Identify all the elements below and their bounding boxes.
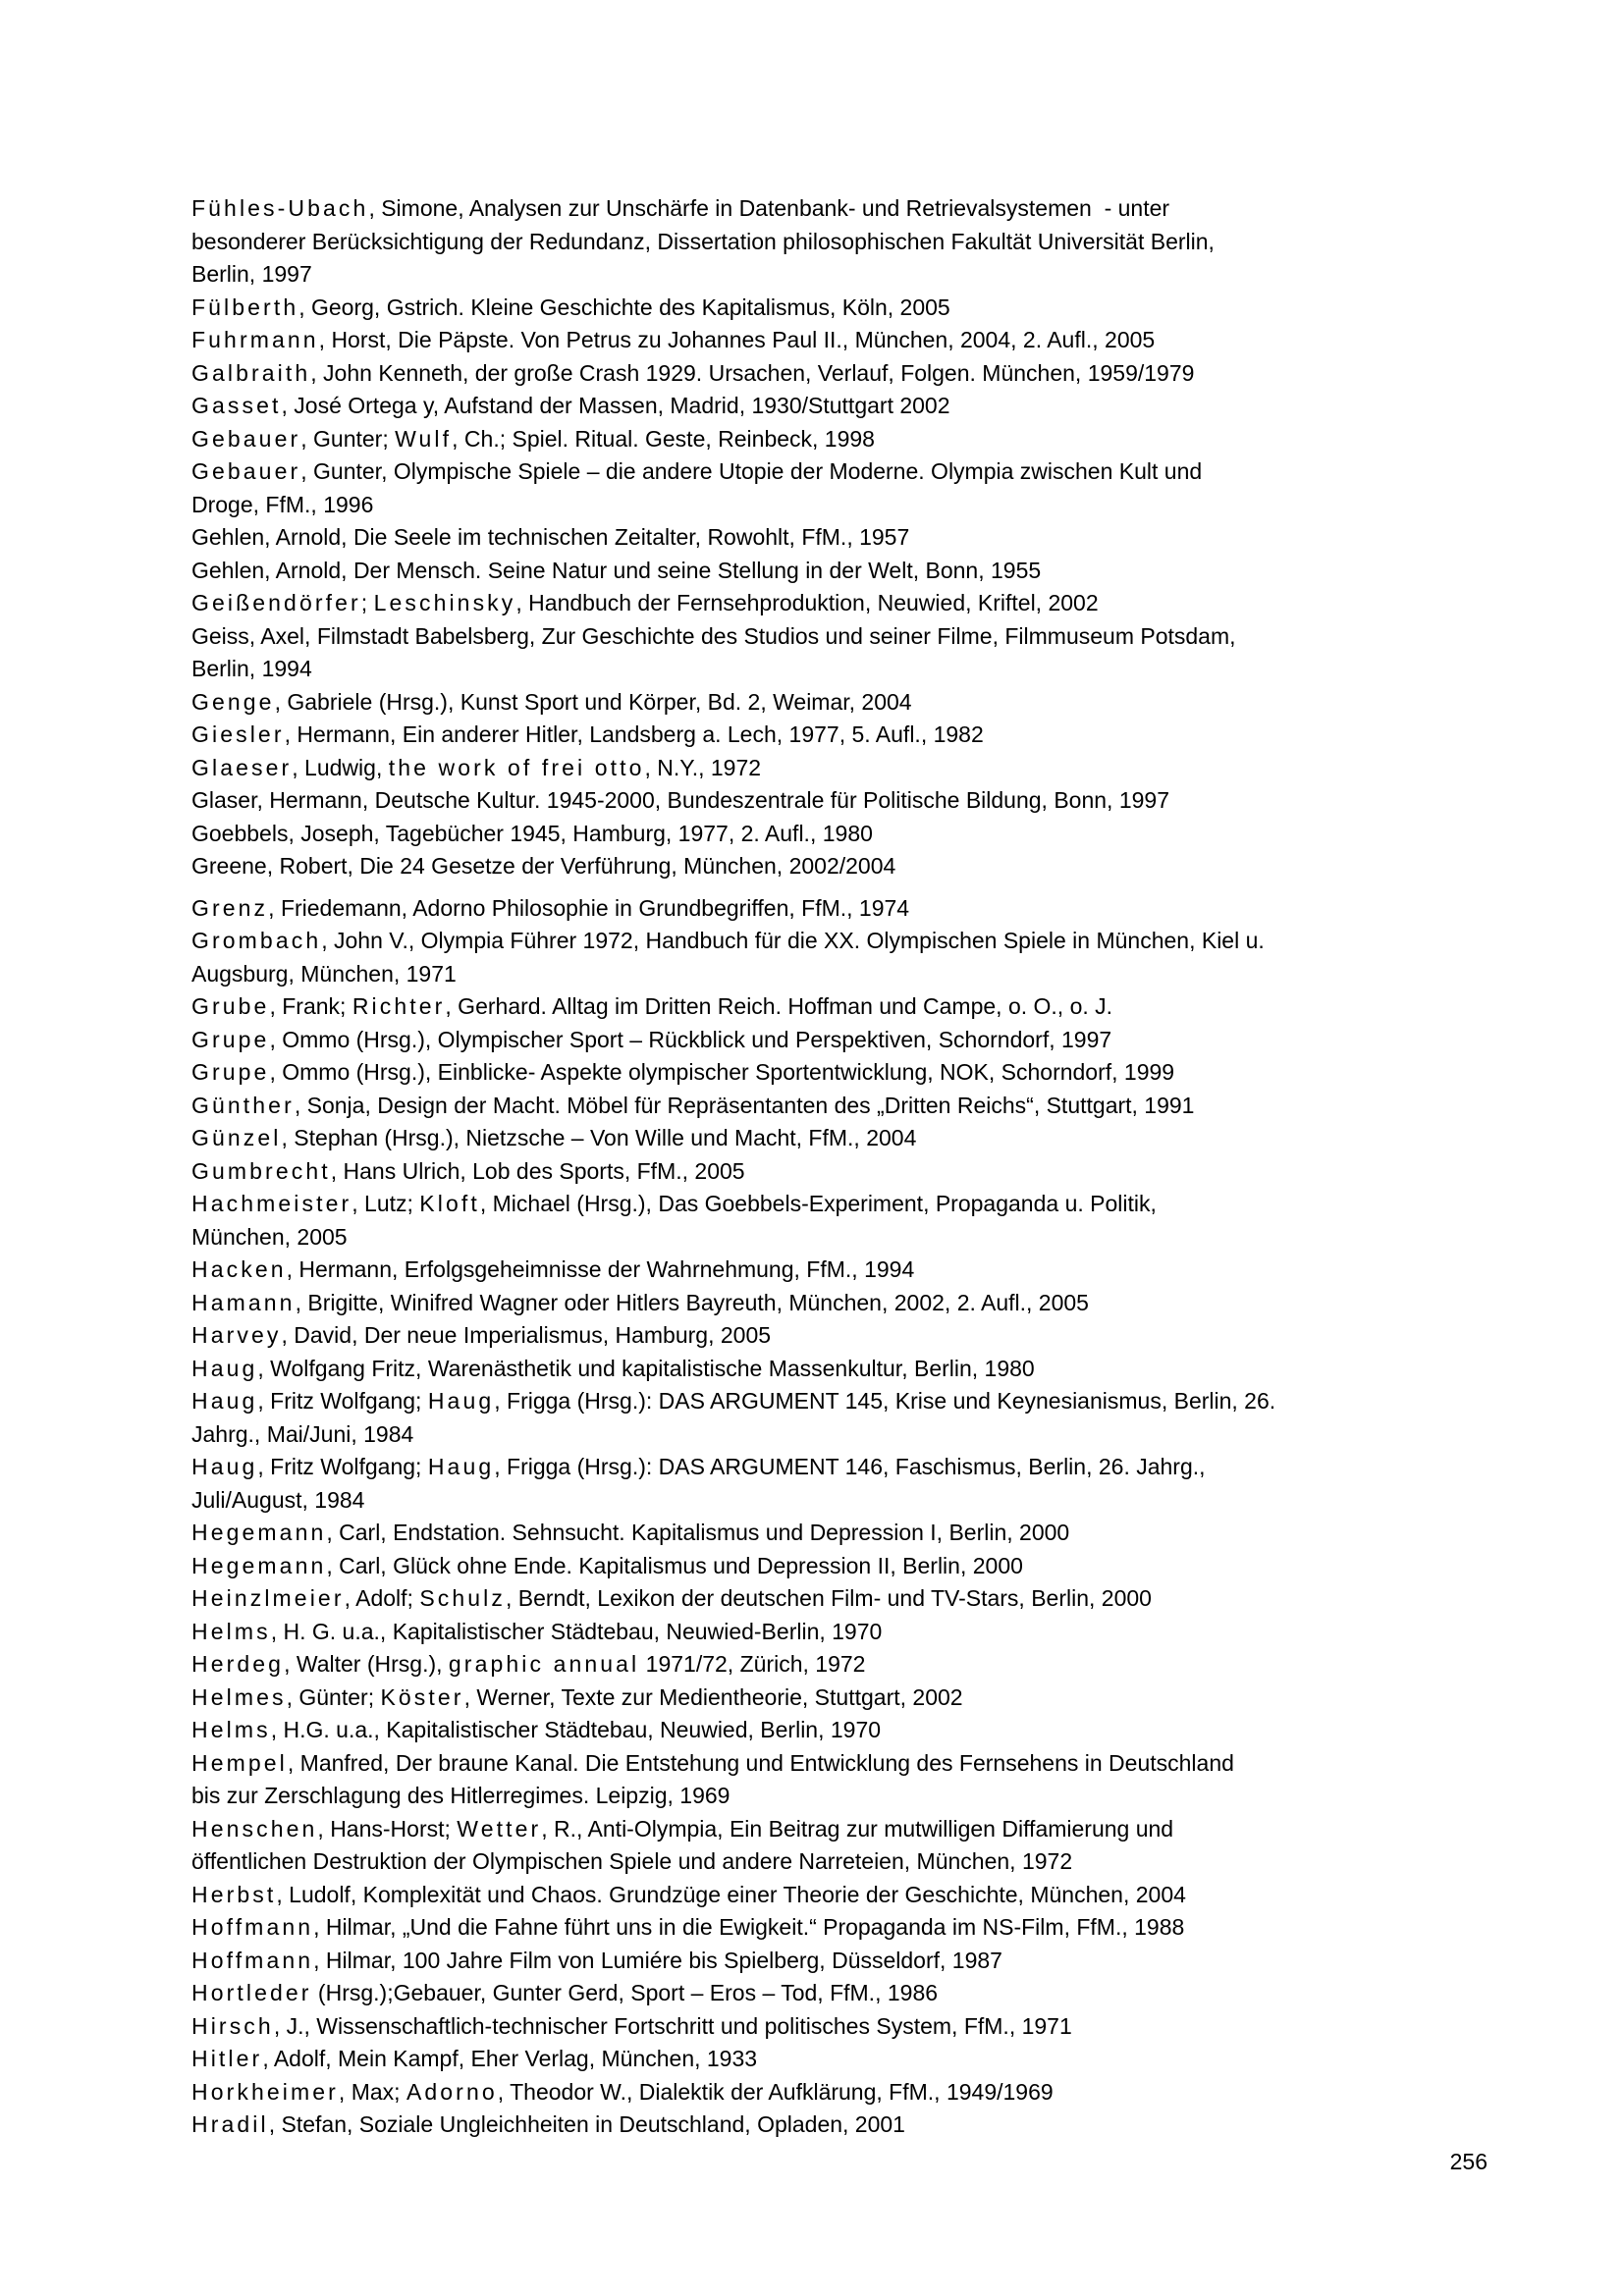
bibliography-line — [191, 958, 1507, 991]
author-name-spaced: Hempel — [191, 1749, 288, 1776]
author-name-spaced: Grenz — [191, 894, 269, 921]
author-name-spaced: Hirsch — [191, 2012, 274, 2039]
author-name-spaced: Köster — [380, 1683, 464, 1710]
bibliography-entry — [191, 719, 1507, 752]
entry-text: , Fritz Wolfgang; — [257, 1388, 428, 1414]
bibliography-line — [191, 818, 1507, 851]
entry-text: , David, Der neue Imperialismus, Hamburg, 2005 — [281, 1322, 772, 1348]
bibliography-line — [191, 555, 1507, 588]
bibliography-line — [191, 1714, 1507, 1747]
bibliography-entry — [191, 1550, 1507, 1583]
bibliography-entry — [191, 357, 1507, 391]
bibliography-line — [191, 1517, 1507, 1550]
author-name-spaced: Hegemann — [191, 1520, 327, 1545]
bibliography-line — [191, 686, 1507, 720]
entry-text: , Berndt, Lexikon der deutschen Film- und TV-Stars, Berlin, 2000 — [505, 1585, 1152, 1611]
author-name-spaced: Glaeser — [191, 754, 293, 780]
entry-text: , Ludwig, — [292, 754, 389, 780]
entry-text: , N.Y., 1972 — [644, 754, 762, 780]
author-name-spaced: Henschen — [191, 1815, 318, 1842]
entry-text: , Walter (Hrsg.), — [284, 1651, 449, 1677]
entry-text: , Ch.; Spiel. Ritual. Geste, Reinbeck, 1998 — [452, 425, 875, 452]
bibliography-line — [191, 1155, 1507, 1189]
bibliography-line — [191, 1484, 1507, 1518]
bibliography-entry — [191, 1254, 1507, 1287]
bibliography-line — [191, 1188, 1507, 1221]
entry-text: , Adolf; — [344, 1585, 420, 1611]
entry-text: , Brigitte, Winifred Wagner oder Hitlers Bayreuth, München, 2002, 2. Aufl., 2005 — [295, 1289, 1089, 1315]
entry-text: , H. G. u.a., Kapitalistischer Städtebau, Neuwied-Berlin, 1970 — [270, 1618, 883, 1644]
bibliography-line — [191, 2109, 1507, 2142]
entry-text: , John Kenneth, der große Crash 1929. Ursachen, Verlauf, Folgen. München, 1959/1979 — [310, 359, 1195, 386]
bibliography-entry — [191, 686, 1507, 720]
bibliography-line — [191, 258, 1507, 292]
author-name-spaced: graphic annual — [448, 1651, 640, 1677]
author-name-spaced: Giesler — [191, 721, 285, 747]
author-name-spaced: Grupe — [191, 1026, 270, 1052]
bibliography-entry — [191, 784, 1507, 818]
entry-text: , Hilmar, 100 Jahre Film von Lumiére bis Spielberg, Düsseldorf, 1987 — [313, 1947, 1002, 1973]
bibliography-line — [191, 1287, 1507, 1320]
bibliography-entry — [191, 892, 1507, 926]
author-name-spaced: Leschinsky — [373, 590, 516, 615]
entry-text: , Hermann, Erfolgsgeheimnisse der Wahrnehmung, FfM., 1994 — [286, 1256, 915, 1282]
entry-text: , Hermann, Ein anderer Hitler, Landsberg a. Lech, 1977, 5. Aufl., 1982 — [284, 721, 984, 747]
author-name-spaced: Haug — [191, 1454, 258, 1479]
bibliography-entry — [191, 521, 1507, 555]
author-name-spaced: Hoffmann — [191, 1947, 314, 1973]
bibliography-entry — [191, 1122, 1507, 1155]
bibliography-entry — [191, 850, 1507, 883]
bibliography-entry — [191, 1648, 1507, 1682]
bibliography-list — [191, 192, 1507, 2142]
author-name-spaced: Richter — [352, 993, 446, 1019]
bibliography-line — [191, 2010, 1507, 2044]
author-name-spaced: Helmes — [191, 1683, 287, 1710]
bibliography-entry — [191, 1682, 1507, 1715]
bibliography-line — [191, 1616, 1507, 1649]
entry-text: (Hrsg.);Gebauer, Gunter Gerd, Sport – Eros – Tod, FfM., 1986 — [311, 1980, 939, 2005]
entry-text: , Michael (Hrsg.), Das Goebbels-Experiment, Propaganda u. Politik, — [479, 1191, 1157, 1216]
author-name-spaced: Gebauer — [191, 425, 301, 452]
bibliography-line — [191, 2076, 1507, 2109]
entry-text: , Frank; — [269, 993, 352, 1019]
bibliography-entry — [191, 1517, 1507, 1550]
author-name-spaced: Hortleder — [191, 1980, 312, 2005]
bibliography-entry — [191, 324, 1507, 357]
bibliography-entry — [191, 1714, 1507, 1747]
entry-text: , José Ortega y, Aufstand der Massen, Madrid, 1930/Stuttgart 2002 — [281, 393, 950, 418]
entry-text: , Hilmar, „Und die Fahne führt uns in die Ewigkeit.“ Propaganda im NS-Film, FfM., 1988 — [313, 1914, 1185, 1940]
bibliography-entry — [191, 1287, 1507, 1320]
entry-text: bis zur Zerschlagung des Hitlerregimes. Leipzig, 1969 — [191, 1783, 730, 1808]
bibliography-line — [191, 192, 1507, 226]
entry-text: 1971/72, Zürich, 1972 — [639, 1651, 866, 1677]
bibliography-line — [191, 1353, 1507, 1386]
entry-text: Augsburg, München, 1971 — [191, 960, 457, 987]
author-name-spaced: Kloft — [419, 1191, 480, 1216]
entry-text: , Gabriele (Hrsg.), Kunst Sport und Körper, Bd. 2, Weimar, 2004 — [274, 688, 912, 715]
entry-text: , H.G. u.a., Kapitalistischer Städtebau, Neuwied, Berlin, 1970 — [270, 1717, 882, 1742]
bibliography-entry — [191, 990, 1507, 1024]
bibliography-line — [191, 1911, 1507, 1945]
bibliography-entry — [191, 1879, 1507, 1912]
bibliography-entry — [191, 1353, 1507, 1386]
bibliography-entry — [191, 1155, 1507, 1189]
bibliography-line — [191, 521, 1507, 555]
bibliography-entry — [191, 455, 1507, 521]
bibliography-line — [191, 489, 1507, 522]
bibliography-line — [191, 1221, 1507, 1255]
bibliography-line — [191, 1056, 1507, 1090]
entry-text: , Wolfgang Fritz, Warenästhetik und kapitalistische Massenkultur, Berlin, 1980 — [257, 1355, 1035, 1381]
author-name-spaced: Helms — [191, 1717, 271, 1742]
author-name-spaced: Günzel — [191, 1125, 282, 1150]
author-name-spaced: Fülberth — [191, 294, 299, 320]
entry-text: Juli/August, 1984 — [191, 1486, 365, 1513]
entry-text: Goebbels, Joseph, Tagebücher 1945, Hamburg, 1977, 2. Aufl., 1980 — [191, 820, 873, 846]
author-name-spaced: Heinzlmeier — [191, 1585, 345, 1611]
bibliography-line — [191, 719, 1507, 752]
bibliography-entry — [191, 752, 1507, 785]
entry-text: besonderer Berücksichtigung der Redundanz, Dissertation philosophischen Fakultät Universität Berlin, — [191, 228, 1215, 254]
bibliography-entry — [191, 1188, 1507, 1254]
author-name-spaced: Fuhrmann — [191, 327, 319, 352]
entry-text: , Ludolf, Komplexität und Chaos. Grundzüge einer Theorie der Geschichte, München, 2004 — [276, 1881, 1186, 1907]
entry-text: , Horst, Die Päpste. Von Petrus zu Johannes Paul II., München, 2004, 2. Aufl., 2005 — [318, 327, 1156, 352]
bibliography-line — [191, 653, 1507, 686]
bibliography-line — [191, 1451, 1507, 1484]
bibliography-entry — [191, 192, 1507, 292]
entry-text: Droge, FfM., 1996 — [191, 491, 374, 517]
author-name-spaced: Hitler — [191, 2046, 263, 2071]
entry-text: , Günter; — [286, 1683, 381, 1710]
entry-text: , Gerhard. Alltag im Dritten Reich. Hoffman und Campe, o. O., o. J. — [445, 993, 1113, 1019]
author-name-spaced: Hradil — [191, 2111, 269, 2137]
author-name-spaced: Harvey — [191, 1322, 282, 1348]
entry-text: , Handbuch der Fernsehproduktion, Neuwied, Kriftel, 2002 — [515, 590, 1099, 615]
bibliography-entry — [191, 1451, 1507, 1517]
bibliography-line — [191, 752, 1507, 785]
entry-text: , Carl, Glück ohne Ende. Kapitalismus und Depression II, Berlin, 2000 — [326, 1552, 1023, 1578]
entry-text: , Frigga (Hrsg.): DAS ARGUMENT 146, Faschismus, Berlin, 26. Jahrg., — [494, 1454, 1206, 1479]
author-name-spaced: Hachmeister — [191, 1191, 352, 1216]
bibliography-entry — [191, 390, 1507, 423]
entry-text: , Fritz Wolfgang; — [257, 1454, 428, 1479]
bibliography-entry — [191, 925, 1507, 990]
author-name-spaced: Adorno — [406, 2078, 498, 2105]
bibliography-line — [191, 1582, 1507, 1616]
entry-text: öffentlichen Destruktion der Olympischen Spiele und andere Narreteien, München, 1972 — [191, 1848, 1073, 1874]
bibliography-line — [191, 892, 1507, 926]
author-name-spaced: Hacken — [191, 1256, 287, 1282]
entry-text: , Frigga (Hrsg.): DAS ARGUMENT 145, Krise und Keynesianismus, Berlin, 26. — [494, 1388, 1276, 1414]
bibliography-line — [191, 455, 1507, 489]
entry-text: , Friedemann, Adorno Philosophie in Grundbegriffen, FfM., 1974 — [268, 894, 910, 921]
entry-text: , Gunter, Olympische Spiele – die andere Utopie der Moderne. Olympia zwischen Kult und — [300, 458, 1203, 484]
bibliography-entry — [191, 818, 1507, 851]
bibliography-line — [191, 324, 1507, 357]
entry-text: , R., Anti-Olympia, Ein Beitrag zur mutwilligen Diffamierung und — [541, 1815, 1174, 1842]
bibliography-line — [191, 587, 1507, 620]
bibliography-line — [191, 1977, 1507, 2010]
bibliography-line — [191, 357, 1507, 391]
bibliography-line — [191, 1780, 1507, 1813]
bibliography-line — [191, 620, 1507, 654]
entry-text: Greene, Robert, Die 24 Gesetze der Verführung, München, 2002/2004 — [191, 853, 896, 879]
entry-text: , Stephan (Hrsg.), Nietzsche – Von Wille und Macht, FfM., 2004 — [281, 1125, 917, 1150]
author-name-spaced: Hegemann — [191, 1552, 327, 1578]
bibliography-entry — [191, 423, 1507, 456]
bibliography-line — [191, 1845, 1507, 1879]
bibliography-line — [191, 1418, 1507, 1452]
entry-text: , Adolf, Mein Kampf, Eher Verlag, München, 1933 — [262, 2046, 758, 2071]
entry-text: , Ommo (Hrsg.), Einblicke- Aspekte olympischer Sportentwicklung, NOK, Schorndorf, 1999 — [269, 1059, 1175, 1085]
entry-text: , Gunter; — [300, 425, 396, 452]
author-name-spaced: Haug — [427, 1454, 495, 1479]
author-name-spaced: Wulf — [395, 425, 453, 452]
author-name-spaced: Helms — [191, 1618, 271, 1644]
entry-text: , Hans Ulrich, Lob des Sports, FfM., 2005 — [330, 1157, 745, 1184]
author-name-spaced: Grube — [191, 993, 270, 1019]
author-name-spaced: Hoffmann — [191, 1914, 314, 1940]
bibliography-line — [191, 1550, 1507, 1583]
entry-text: München, 2005 — [191, 1223, 348, 1250]
bibliography-entry — [191, 1945, 1507, 1978]
entry-text: , Manfred, Der braune Kanal. Die Entstehung und Entwicklung des Fernsehens in Deutschland — [287, 1749, 1234, 1776]
entry-text: Glaser, Hermann, Deutsche Kultur. 1945-2000, Bundeszentrale für Politische Bildung, Bonn, 1997 — [191, 787, 1169, 813]
author-name-spaced: Fühles-Ubach — [191, 195, 369, 221]
entry-text: , Werner, Texte zur Medientheorie, Stuttgart, 2002 — [463, 1683, 963, 1710]
entry-text: , Sonja, Design der Macht. Möbel für Repräsentanten des „Dritten Reichs“, Stuttgart, 1991 — [294, 1092, 1195, 1118]
bibliography-entry — [191, 1319, 1507, 1353]
author-name-spaced: Gumbrecht — [191, 1157, 331, 1184]
bibliography-line — [191, 784, 1507, 818]
entry-text: ; — [360, 590, 374, 615]
entry-text: Berlin, 1994 — [191, 656, 312, 681]
bibliography-line — [191, 1319, 1507, 1353]
bibliography-entry — [191, 2010, 1507, 2044]
entry-text: , Carl, Endstation. Sehnsucht. Kapitalismus und Depression I, Berlin, 2000 — [326, 1520, 1070, 1545]
bibliography-entry — [191, 1747, 1507, 1813]
bibliography-entry — [191, 1813, 1507, 1879]
entry-text: Jahrg., Mai/Juni, 1984 — [191, 1420, 414, 1447]
bibliography-entry — [191, 2043, 1507, 2076]
entry-text: , Stefan, Soziale Ungleichheiten in Deutschland, Opladen, 2001 — [268, 2111, 905, 2137]
author-name-spaced: Grupe — [191, 1059, 270, 1085]
bibliography-line — [191, 1682, 1507, 1715]
bibliography-entry — [191, 292, 1507, 325]
entry-text: , Lutz; — [352, 1191, 420, 1216]
entry-text: , Georg, Gstrich. Kleine Geschichte des Kapitalismus, Köln, 2005 — [298, 294, 950, 320]
author-name-spaced: Schulz — [419, 1585, 506, 1611]
author-name-spaced: Gebauer — [191, 458, 301, 484]
author-name-spaced: Gasset — [191, 393, 282, 418]
bibliography-line — [191, 1090, 1507, 1123]
bibliography-line — [191, 1813, 1507, 1846]
bibliography-entry — [191, 587, 1507, 620]
author-name-spaced: Galbraith — [191, 359, 311, 386]
bibliography-line — [191, 925, 1507, 958]
author-name-spaced: Herdeg — [191, 1651, 285, 1677]
author-name-spaced: Herbst — [191, 1881, 277, 1907]
author-name-spaced: Wetter — [457, 1815, 542, 1842]
author-name-spaced: Haug — [191, 1388, 258, 1414]
author-name-spaced: Genge — [191, 688, 275, 715]
bibliography-line — [191, 226, 1507, 259]
author-name-spaced: Günther — [191, 1092, 295, 1118]
bibliography-entry — [191, 1616, 1507, 1649]
bibliography-line — [191, 990, 1507, 1024]
bibliography-entry — [191, 1090, 1507, 1123]
author-name-spaced: Hamann — [191, 1289, 296, 1315]
entry-text: , Max; — [338, 2078, 406, 2105]
bibliography-line — [191, 1648, 1507, 1682]
entry-text: , Theodor W., Dialektik der Aufklärung, FfM., 1949/1969 — [497, 2078, 1054, 2105]
bibliography-line — [191, 850, 1507, 883]
author-name-spaced: Horkheimer — [191, 2078, 339, 2105]
page-number: 256 — [1449, 2149, 1488, 2174]
bibliography-entry — [191, 2076, 1507, 2109]
entry-text: Gehlen, Arnold, Die Seele im technischen Zeitalter, Rowohlt, FfM., 1957 — [191, 524, 910, 550]
bibliography-line — [191, 1254, 1507, 1287]
entry-text: , Hans-Horst; — [317, 1815, 458, 1842]
author-name-spaced: Grombach — [191, 928, 322, 953]
entry-text: , J., Wissenschaftlich-technischer Fortschritt und politisches System, FfM., 1971 — [273, 2012, 1072, 2039]
entry-text: Berlin, 1997 — [191, 261, 312, 287]
entry-text: , Ommo (Hrsg.), Olympischer Sport – Rückblick und Perspektiven, Schorndorf, 1997 — [269, 1026, 1112, 1052]
bibliography-line — [191, 1879, 1507, 1912]
bibliography-line — [191, 423, 1507, 456]
author-name-spaced: Haug — [427, 1388, 495, 1414]
bibliography-entry — [191, 1911, 1507, 1945]
bibliography-entry — [191, 620, 1507, 686]
entry-text: Geiss, Axel, Filmstadt Babelsberg, Zur Geschichte des Studios und seiner Filme, Filmmuseum Potsdam, — [191, 622, 1236, 649]
bibliography-line — [191, 390, 1507, 423]
bibliography-line — [191, 1747, 1507, 1781]
entry-text: Gehlen, Arnold, Der Mensch. Seine Natur und seine Stellung in der Welt, Bonn, 1955 — [191, 557, 1042, 583]
bibliography-line — [191, 292, 1507, 325]
bibliography-line — [191, 1024, 1507, 1057]
author-name-spaced: Geißendörfer — [191, 590, 361, 615]
bibliography-line — [191, 1945, 1507, 1978]
bibliography-entry — [191, 1385, 1507, 1451]
author-name-spaced: Haug — [191, 1355, 258, 1381]
bibliography-entry — [191, 2109, 1507, 2142]
bibliography-line — [191, 1385, 1507, 1418]
bibliography-entry — [191, 1056, 1507, 1090]
bibliography-entry — [191, 1977, 1507, 2010]
author-name-spaced: the work of frei otto — [388, 754, 645, 780]
bibliography-entry — [191, 555, 1507, 588]
entry-text: , John V., Olympia Führer 1972, Handbuch für die XX. Olympischen Spiele in München, Kiel u. — [321, 928, 1265, 953]
bibliography-line — [191, 1122, 1507, 1155]
entry-text: , Simone, Analysen zur Unschärfe in Datenbank- und Retrievalsystemen - unter — [368, 195, 1170, 221]
bibliography-line — [191, 2043, 1507, 2076]
bibliography-entry — [191, 1582, 1507, 1616]
bibliography-entry — [191, 1024, 1507, 1057]
